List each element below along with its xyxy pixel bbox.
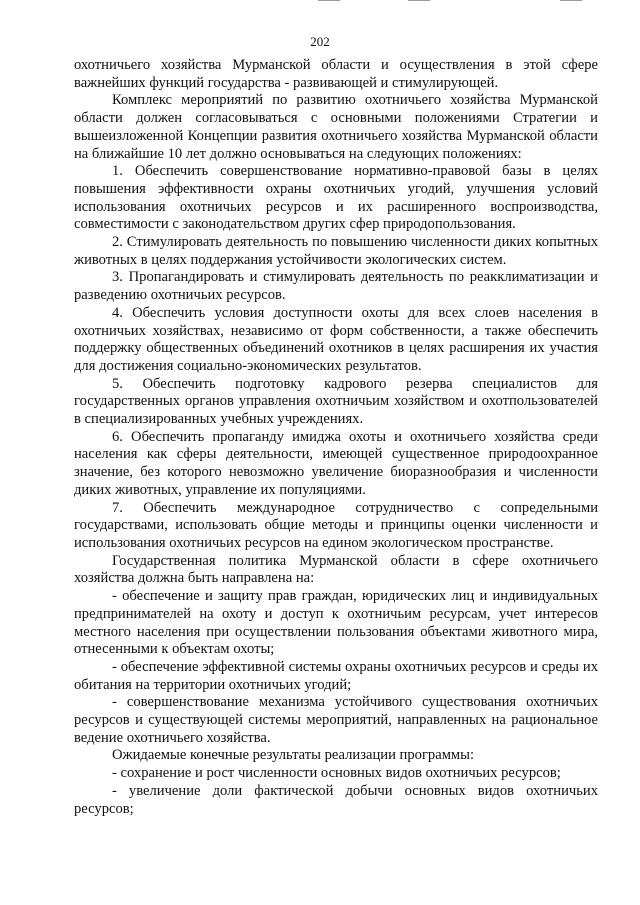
paragraph: - увеличение доли фактической добычи основных видов охотничьих ресурсов; bbox=[74, 782, 598, 817]
paragraph: 2. Стимулировать деятельность по повышению численности диких копытных животных в целях поддержания устойчивости экологических систем. bbox=[74, 234, 598, 268]
paragraph: - сохранение и рост численности основных видов охотничьих ресурсов; bbox=[112, 765, 561, 782]
paragraph: Комплекс мероприятий по развитию охотничьего хозяйства Мурманской области должен согласовываться с основными положениями Стратегии и вышеизложенной Концепции развития охотничьего хозяйства Мурманской области на ближайшие 10 лет должно основываться на следующих положениях: bbox=[74, 92, 598, 162]
paragraph: 4. Обеспечить условия доступности охоты для всех слоев населения в охотничьих хозяйствах, независимо от форм собственности, а также обеспечить поддержку общественных объединений охотников в целях расширения их участия для достижения социально-экономических результатов. bbox=[74, 304, 598, 374]
scan-edge-line bbox=[408, 0, 430, 1]
document-body bbox=[74, 57, 598, 818]
paragraph: - обеспечение эффективной системы охраны охотничьих ресурсов и среды их обитания на территории охотничьих угодий; bbox=[74, 658, 598, 693]
paragraph: 6. Обеспечить пропаганду имиджа охоты и охотничьего хозяйства среди населения как сферы деятельности, имеющей существенное природоохранное значение, без которого невозможно увеличение биоразнообразия и численности диких животных, управление их популяциями. bbox=[74, 428, 598, 498]
scan-edge-line bbox=[560, 0, 582, 1]
paragraph: Ожидаемые конечные результаты реализации программы: bbox=[112, 747, 475, 764]
paragraph: 3. Пропагандировать и стимулировать деятельность по реакклиматизации и разведению охотничьих ресурсов. bbox=[74, 269, 598, 304]
paragraph: 5. Обеспечить подготовку кадрового резерва специалистов для государственных органов управления охотничьим хозяйством и охотпользователей в специализированных учебных учреждениях. bbox=[74, 375, 598, 428]
paragraph: - обеспечение и защиту прав граждан, юридических лиц и индивидуальных предпринимателей на охоту и доступ к охотничьим ресурсам, учет интересов местного населения при осуществлении пользования объектами животного мира, отнесенными к объектам охоты; bbox=[74, 588, 598, 658]
scan-edge-line bbox=[318, 0, 340, 1]
page-number: 202 bbox=[310, 34, 330, 49]
paragraph: 7. Обеспечить международное сотрудничество с сопредельными государствами, использовать общие методы и принципы оценки численности и использования охотничьих ресурсов на едином экологическом пространстве. bbox=[74, 499, 598, 551]
paragraph: 1. Обеспечить совершенствование нормативно-правовой базы в целях повышения эффективности охраны охотничьих угодий, улучшения условий использования охотничьих ресурсов и их расширенного воспроизводства, совместимости с законодательством других сфер природопользования. bbox=[74, 163, 598, 233]
paragraph: - совершенствование механизма устойчивого существования охотничьих ресурсов и существующей системы мероприятий, направленных на рациональное ведение охотничьего хозяйства. bbox=[74, 694, 598, 746]
paragraph: Государственная политика Мурманской области в сфере охотничьего хозяйства должна быть направлена на: bbox=[74, 552, 598, 587]
paragraph: охотничьего хозяйства Мурманской области и осуществления в этой сфере важнейших функций государства - развивающей и стимулирующей. bbox=[74, 57, 598, 91]
